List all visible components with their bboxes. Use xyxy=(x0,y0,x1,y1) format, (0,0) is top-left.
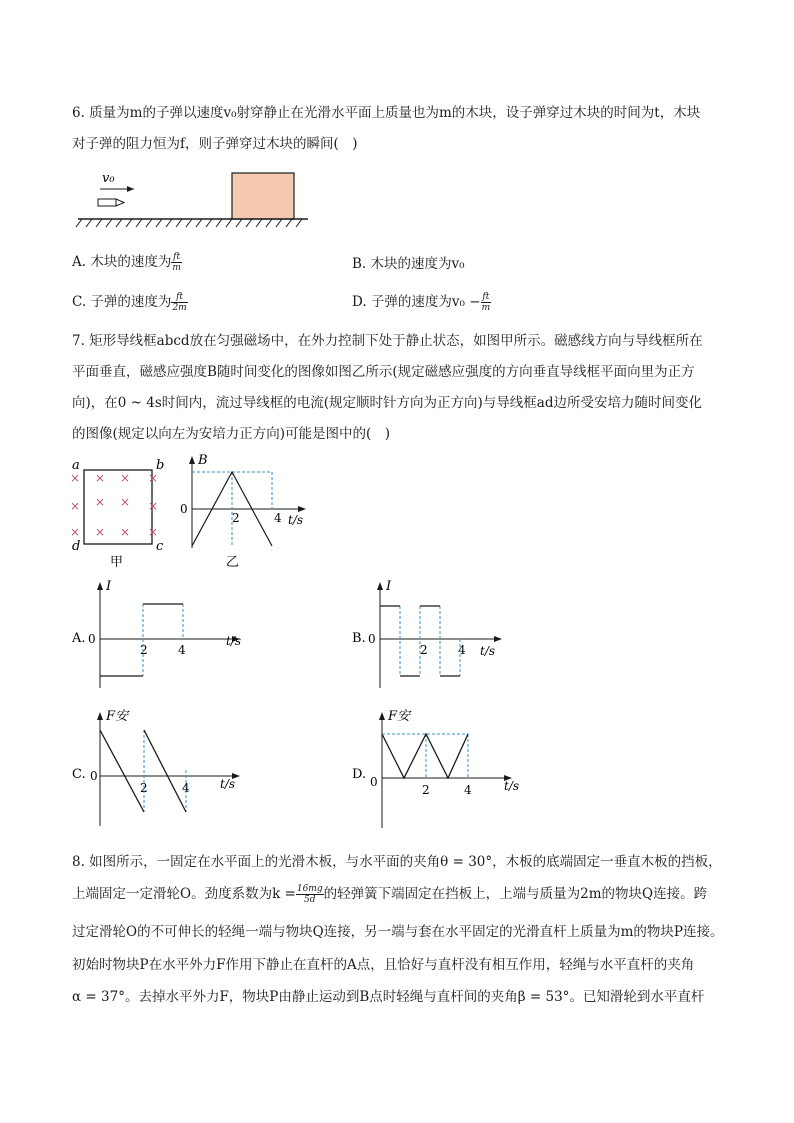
q7-option-a-graph[interactable] xyxy=(68,578,248,690)
q7-line-3: 向)，在0 ~ 4s时间内，流过导线框的电流(规定顺时针方向为正方向)与导线框ad边所受安培力随时间变化 xyxy=(72,395,702,411)
axis-label-i: I xyxy=(106,579,112,594)
axis-label-t: t/s xyxy=(220,777,236,791)
option-letter: C. xyxy=(72,767,86,782)
tick-2: 2 xyxy=(232,511,240,525)
q7-option-c-graph[interactable] xyxy=(68,706,248,830)
fraction: $\frac{ft}{m}$ xyxy=(481,292,491,313)
option-letter: B. xyxy=(352,631,366,646)
corner-a: a xyxy=(72,458,80,473)
field-cross: × xyxy=(148,499,159,513)
axis-label-f: F安 xyxy=(388,709,411,724)
q8-line-4: 初始时物块P在水平外力F作用下静止在直杆的A点，且恰好与直杆没有相互作用，轻绳与水平直杆的夹角 xyxy=(72,957,695,973)
v0-label: v₀ xyxy=(102,171,115,186)
origin-label: 0 xyxy=(368,632,376,646)
q6-line-1: 6. 质量为m的子弹以速度v₀射穿静止在光滑水平面上质量也为m的木块，设子弹穿过木块的时间为t，木块 xyxy=(72,105,701,121)
tick-4: 4 xyxy=(178,643,186,657)
q7-line-2: 平面垂直，磁感应强度B随时间变化的图像如图乙所示(规定磁感应强度的方向垂直导线框平面向里为正方 xyxy=(72,364,695,380)
wooden-block xyxy=(232,173,294,219)
corner-b: b xyxy=(156,458,165,473)
field-cross: × xyxy=(148,471,159,485)
field-cross: × xyxy=(120,495,131,509)
field-cross: × xyxy=(95,471,106,485)
origin-label: 0 xyxy=(370,775,378,789)
figure-yi xyxy=(174,452,314,570)
tick-2: 2 xyxy=(140,781,148,795)
q6-option-c[interactable]: C. 子弹的速度为 $\frac{ft}{2m}$ xyxy=(72,292,187,313)
corner-c: c xyxy=(156,539,164,554)
q7-option-d-graph[interactable] xyxy=(348,706,528,830)
q8-line-1: 8. 如图所示，一固定在水平面上的光滑木板，与水平面的夹角θ = 30°，木板的底端固定一垂直木板的挡板， xyxy=(72,854,722,870)
q6-line-2: 对子弹的阻力恒为f，则子弹穿过木块的瞬间( ) xyxy=(72,136,358,152)
q6-option-b[interactable]: B. 木块的速度为v₀ xyxy=(352,256,465,272)
tick-4: 4 xyxy=(182,781,190,795)
q6-option-d[interactable]: D. 子弹的速度为v₀ − $\frac{ft}{m}$ xyxy=(352,292,491,313)
q6-option-a[interactable]: A. 木块的速度为 $\frac{ft}{m}$ xyxy=(72,252,181,273)
option-letter: D. xyxy=(352,767,367,782)
q7-option-b-graph[interactable] xyxy=(348,578,528,690)
q8-line-3: 过定滑轮O的不可伸长的轻绳一端与物块Q连接，另一端与套在水平固定的光滑直杆上质量为m的物块P连接。 xyxy=(72,924,724,940)
field-cross: × xyxy=(70,499,81,513)
axis-label-i: I xyxy=(386,579,392,594)
fraction: $\frac{16mg}{5d}$ xyxy=(296,884,323,905)
origin-label: 0 xyxy=(88,632,96,646)
axis-label-t: t/s xyxy=(480,644,496,658)
field-cross: × xyxy=(95,495,106,509)
field-cross: × xyxy=(120,471,131,485)
caption-yi: 乙 xyxy=(226,555,240,570)
axis-label-f: F安 xyxy=(106,709,129,724)
bullet xyxy=(98,199,116,206)
axis-label-t: t/s xyxy=(504,779,520,793)
force-curve xyxy=(100,730,144,812)
tick-2: 2 xyxy=(422,783,430,797)
q8-line-2: 上端固定一定滑轮O。劲度系数为k = $\frac{16mg}{5d}$ 的轻弹簧下端固定在挡板上，上端与质量为2m的物块Q连接。跨 xyxy=(72,884,708,905)
field-cross: × xyxy=(70,525,81,539)
caption-jia: 甲 xyxy=(110,555,124,570)
axis-label-b: B xyxy=(198,453,208,468)
q7-line-4: 的图像(规定以向左为安培力正方向)可能是图中的( ) xyxy=(72,426,391,442)
fraction: $\frac{ft}{2m}$ xyxy=(172,292,187,313)
fraction: $\frac{ft}{m}$ xyxy=(172,252,181,273)
option-letter: A. xyxy=(72,631,86,646)
force-curve xyxy=(382,734,468,778)
origin-label: 0 xyxy=(180,502,188,516)
axis-label-t: t/s xyxy=(226,634,242,648)
axis-label-t: t/s xyxy=(288,513,304,527)
origin-label: 0 xyxy=(90,769,98,783)
q8-line-5: α = 37°。去掉水平外力F，物块P由静止运动到B点时轻绳与直杆间的夹角β = 53°。已知滑轮到水平直杆 xyxy=(72,989,705,1005)
field-cross: × xyxy=(70,471,81,485)
tick-4: 4 xyxy=(458,643,466,657)
corner-d: d xyxy=(72,539,81,554)
q7-line-1: 7. 矩形导线框abcd放在匀强磁场中，在外力控制下处于静止状态，如图甲所示。磁感线方向与导线框所在 xyxy=(72,333,703,349)
field-cross: × xyxy=(148,525,159,539)
tick-4: 4 xyxy=(274,511,282,525)
q6-figure xyxy=(72,162,322,234)
tick-4: 4 xyxy=(464,783,472,797)
field-cross: × xyxy=(120,525,131,539)
field-cross: × xyxy=(95,525,106,539)
tick-2: 2 xyxy=(420,643,428,657)
figure-jia xyxy=(68,454,168,570)
tick-2: 2 xyxy=(140,643,148,657)
